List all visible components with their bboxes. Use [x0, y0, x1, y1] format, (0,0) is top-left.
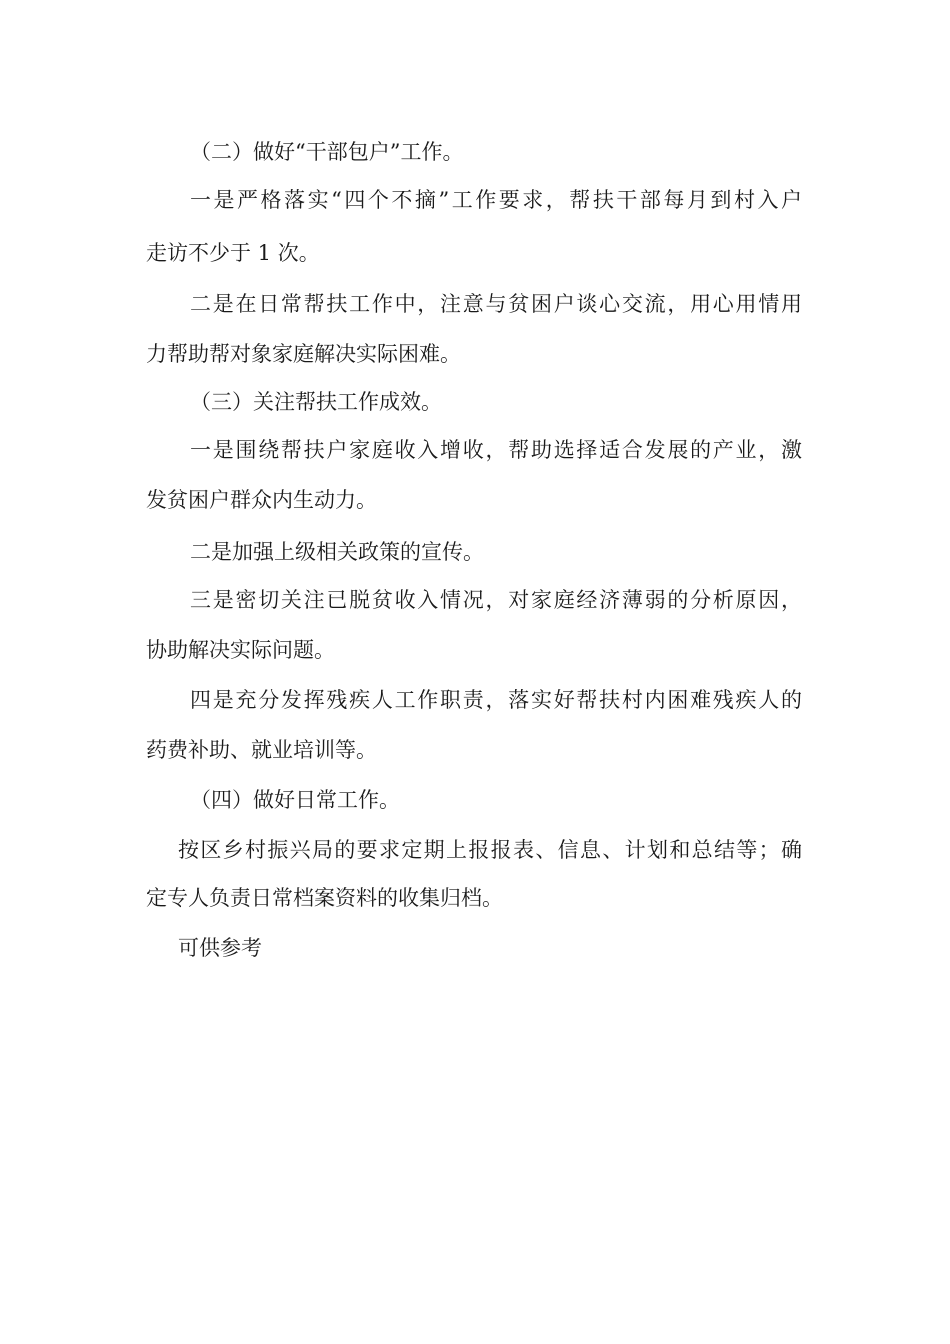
paragraph-line: 四是充分发挥残疾人工作职责，落实好帮扶村内困难残疾人的 — [190, 688, 802, 712]
section-heading-3: （三）关注帮扶工作成效。 — [190, 390, 442, 414]
paragraph-line: 力帮助帮对象家庭解决实际困难。 — [146, 342, 461, 366]
paragraph-line: 二是在日常帮扶工作中，注意与贫困户谈心交流，用心用情用 — [190, 292, 802, 316]
paragraph-line: 二是加强上级相关政策的宣传。 — [190, 540, 484, 564]
paragraph-line: 按区乡村振兴局的要求定期上报报表、信息、计划和总结等；确 — [178, 838, 802, 862]
paragraph-line: 药费补助、就业培训等。 — [146, 738, 377, 762]
paragraph-line: 定专人负责日常档案资料的收集归档。 — [146, 886, 503, 910]
paragraph-line: 发贫困户群众内生动力。 — [146, 488, 377, 512]
paragraph-line: 三是密切关注已脱贫收入情况，对家庭经济薄弱的分析原因， — [190, 588, 802, 612]
paragraph-line: 协助解决实际问题。 — [146, 638, 335, 662]
closing-text: 可供参考 — [178, 936, 262, 960]
paragraph-line: 一是严格落实“四个不摘”工作要求，帮扶干部每月到村入户 — [190, 188, 802, 212]
section-heading-4: （四）做好日常工作。 — [190, 788, 400, 812]
paragraph-line: 一是围绕帮扶户家庭收入增收，帮助选择适合发展的产业，激 — [190, 438, 802, 462]
paragraph-line: 走访不少于 1 次。 — [146, 241, 320, 265]
section-heading-2: （二）做好“干部包户”工作。 — [190, 140, 464, 164]
